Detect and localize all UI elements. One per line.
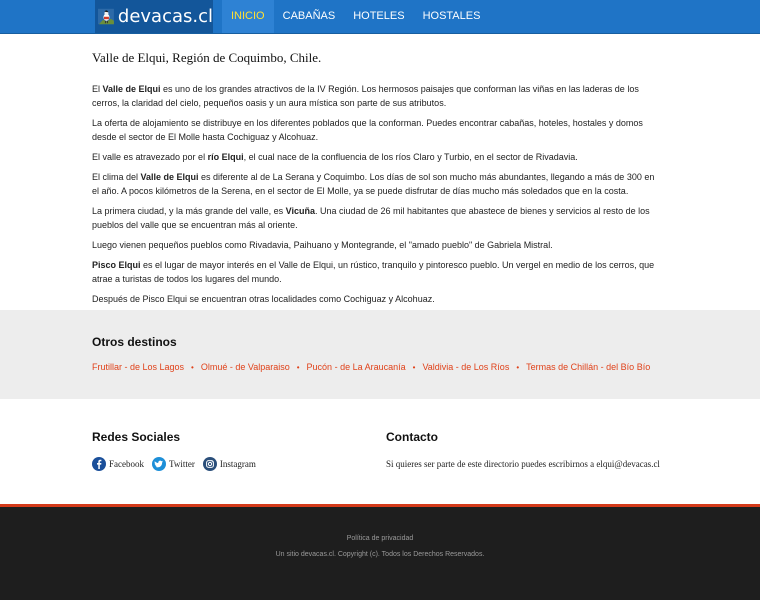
nav-item-cabanas[interactable]: CABAÑAS [282,10,336,22]
privacy-policy-link[interactable]: Política de privacidad [346,535,414,542]
copyright-text: Un sitio devacas.cl. Copyright (c). Todos los Derechos Reservados. [275,551,485,558]
paragraph: Después de Pisco Elqui se encuentran otras localidades como Cochiguaz y Alcohuaz. [92,294,435,304]
instagram-label: Instagram [219,459,256,469]
nav-item-hoteles[interactable]: HOTELES [353,10,405,22]
social-links [92,457,264,471]
paragraph: Pisco Elqui es el lugar de mayor interés en el Valle de Elqui, un rústico, tranquilo y pintoresco pueblo. Un vergel en medio de los cerros, que atrae a turistas de todos los lugares del mundo. [92,260,655,284]
contact-text: Si quieres ser parte de este directorio puedes escribirnos a elqui@devacas.cl [386,459,660,469]
twitter-label: Twitter [169,459,195,469]
bullet-separator: • [296,363,300,372]
site-footer [0,504,760,600]
paragraph: La oferta de alojamiento se distribuye en los diferentes poblados que la conforman. Puedes encontrar cabañas, hoteles, hostales y domos desde el sector de El Molle hasta Cochiguaz y Alcohuaz. [92,118,643,142]
instagram-icon [203,457,217,471]
twitter-link[interactable] [152,457,195,471]
twitter-icon [152,457,166,471]
main-nav [222,0,489,33]
contact-heading: Contacto [386,430,438,444]
paragraph: Luego vienen pequeños pueblos como Rivadavia, Paihuano y Montegrande, el "amado pueblo" de Gabriela Mistral. [92,240,553,250]
facebook-icon [92,457,106,471]
paragraph: El Valle de Elqui es uno de los grandes atractivos de la IV Región. Los hermosos paisajes que conforman las viñas en las laderas de los cerros, la claridad del cielo, pequeños oasis y un aura mística son parte de sus atributos. [92,84,639,108]
other-destinations-heading: Otros destinos [92,335,177,349]
page-title: Valle de Elqui, Región de Coquimbo, Chile. [92,50,322,65]
bullet-separator: • [516,363,520,372]
paragraph: El valle es atravezado por el río Elqui, el cual nace de la confluencia de los ríos Claro y Turbio, en el sector de Rivadavia. [92,152,578,162]
instagram-link[interactable] [203,457,256,471]
social-heading: Redes Sociales [92,430,181,444]
bullet-separator: • [191,363,194,372]
other-destinations-section [0,310,760,399]
main-content [92,50,662,312]
facebook-label: Facebook [109,459,144,469]
destination-link-frutillar[interactable]: Frutillar - de Los Lagos [92,362,185,372]
destination-link-pucon[interactable]: Pucón - de La Araucanía [306,362,406,372]
brand-name: devacas.cl [117,6,213,27]
destination-links [92,362,650,372]
destination-link-valdivia[interactable]: Valdivia - de Los Ríos [422,362,510,372]
nav-item-inicio[interactable]: INICIO [222,0,274,33]
nav-item-hostales[interactable]: HOSTALES [422,10,481,22]
cow-mascot-icon [98,1,114,32]
paragraph: El clima del Valle de Elqui es diferente al de La Serana y Coquimbo. Los días de sol son mucho más abundantes, llegando a más de 300 en el año. A pocos kilómetros de la Serena, en el sector de El Molle, ya se puede disfrutar de días mucho más soledados que en la costa. [92,172,655,196]
paragraph: La primera ciudad, y la más grande del valle, es Vicuña. Una ciudad de 26 mil habitantes que abastece de bienes y servicios al resto de los pueblos del valle que se encuentran más al oriente. [92,206,650,230]
site-logo[interactable] [95,0,213,33]
destination-link-olmue[interactable]: Olmué - de Valparaiso [200,362,290,372]
bullet-separator: • [412,363,416,372]
facebook-link[interactable] [92,457,144,471]
top-navbar [0,0,760,34]
destination-link-termas-chillan[interactable]: Termas de Chillán - del Bío Bío [526,362,651,372]
